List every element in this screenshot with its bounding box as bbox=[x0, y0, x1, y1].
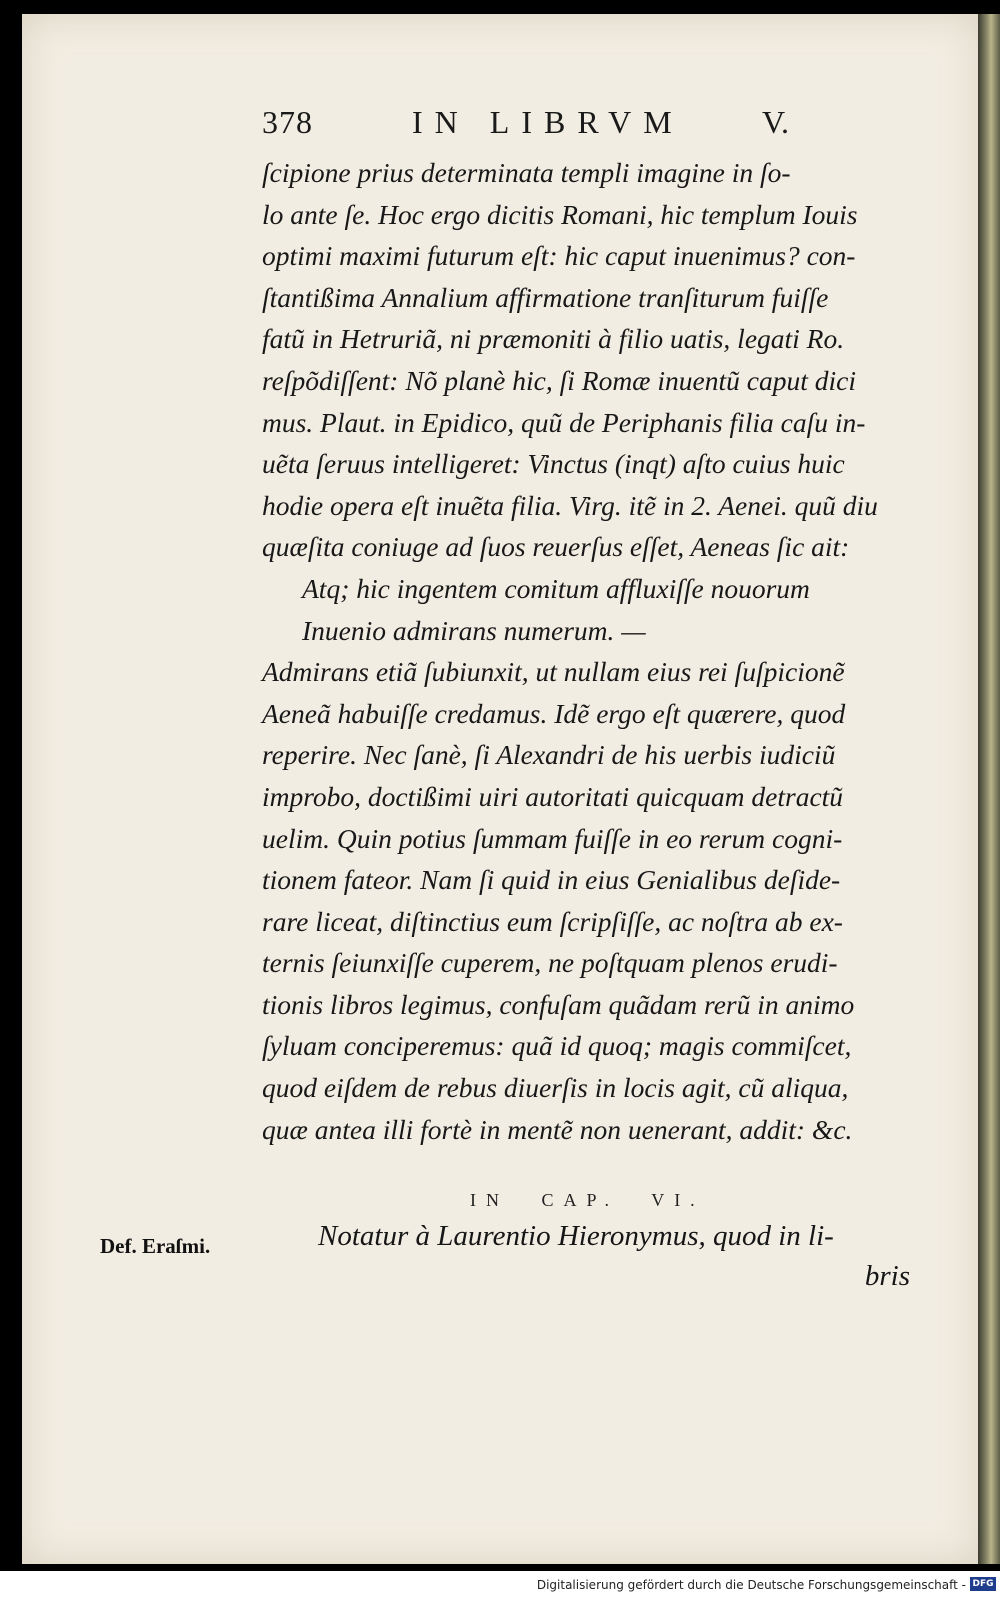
book-spine-edge bbox=[978, 14, 1000, 1564]
text-line: tionis libros legimus, confuſam quãdam rerũ in animo bbox=[262, 988, 855, 1020]
text-line: uelim. Quin potius ſummam fuiſſe in eo rerum cogni- bbox=[262, 822, 843, 854]
catchword: bris bbox=[864, 1260, 910, 1292]
text-line: Notatur à Laurentio Hieronymus, quod in li- bbox=[318, 1220, 834, 1252]
text-line: uẽta ſeruus intelligeret: Vinctus (inqt) aſto cuius huic bbox=[262, 448, 845, 480]
running-head bbox=[262, 104, 822, 144]
text-line: quod eiſdem de rebus diuerſis in locis agit, cũ aliqua, bbox=[262, 1072, 849, 1104]
text-line: ſcipione prius determinata templi imagine in ſo- bbox=[262, 157, 791, 188]
text-line: lo ante ſe. Hoc ergo dicitis Romani, hic templum Iouis bbox=[262, 198, 858, 230]
text-line: ſyluam conciperemus: quã id quoq; magis commiſcet, bbox=[262, 1030, 852, 1062]
verse-line: Inuenio admirans numerum. — bbox=[302, 614, 646, 646]
text-line: rare liceat, diſtinctius eum ſcripſiſſe, ac noſtra ab ex- bbox=[262, 905, 843, 937]
text-line: tionem fateor. Nam ſi quid in eius Genialibus deſide- bbox=[262, 864, 841, 896]
footer-bar bbox=[0, 1571, 1000, 1599]
page-number: 378 bbox=[262, 104, 313, 140]
text-line: ternis ſeiunxiſſe cuperem, ne poſtquam plenos erudi- bbox=[262, 947, 838, 979]
text-line: Aeneã habuiſſe credamus. Idẽ ergo eſt quærere, quod bbox=[262, 697, 846, 729]
text-line: fatũ in Hetruriã, ni præmoniti à filio uatis, legati Ro. bbox=[262, 323, 845, 355]
text-line: hodie opera eſt inuẽta filia. Virg. itẽ in 2. Aenei. quũ diu bbox=[262, 489, 878, 521]
main-text-block bbox=[262, 152, 922, 1150]
chapter-heading: IN CAP. VI. bbox=[470, 1190, 705, 1210]
text-line: mus. Plaut. in Epidico, quũ de Periphanis filia caſu in- bbox=[262, 406, 866, 438]
text-line: improbo, doctißimi uiri autoritati quicquam detractũ bbox=[262, 780, 844, 812]
text-line: ſtantißima Annalium affirmatione tranſiturum fuiſſe bbox=[262, 281, 829, 313]
text-line: reſpõdiſſent: Nõ planè hic, ſi Romæ inuentũ caput dici bbox=[262, 364, 856, 396]
dfg-logo: DFG bbox=[970, 1577, 996, 1591]
text-line: quæſita coniuge ad ſuos reuerſus eſſet, Aeneas ſic ait: bbox=[262, 531, 850, 563]
text-line: reperire. Nec ſanè, ſi Alexandri de his uerbis iudiciũ bbox=[262, 739, 836, 771]
text-line: quæ antea illi fortè in mentẽ non uenerant, addit: &c. bbox=[262, 1113, 853, 1145]
text-line: Admirans etiã ſubiunxit, ut nullam eius rei ſuſpicionẽ bbox=[262, 656, 845, 688]
verse-line: Atq; hic ingentem comitum affluxiſſe nouorum bbox=[302, 572, 810, 604]
chapter-text-block bbox=[318, 1216, 910, 1296]
text-line: optimi maximi futurum eſt: hic caput inuenimus? con- bbox=[262, 240, 856, 272]
marginal-note: Def. Eraſmi. bbox=[100, 1234, 211, 1258]
funding-notice: Digitalisierung gefördert durch die Deutsche Forschungsgemeinschaft - bbox=[536, 1578, 966, 1592]
running-book-number: V. bbox=[762, 104, 789, 140]
running-title: IN LIBRVM bbox=[412, 104, 684, 140]
